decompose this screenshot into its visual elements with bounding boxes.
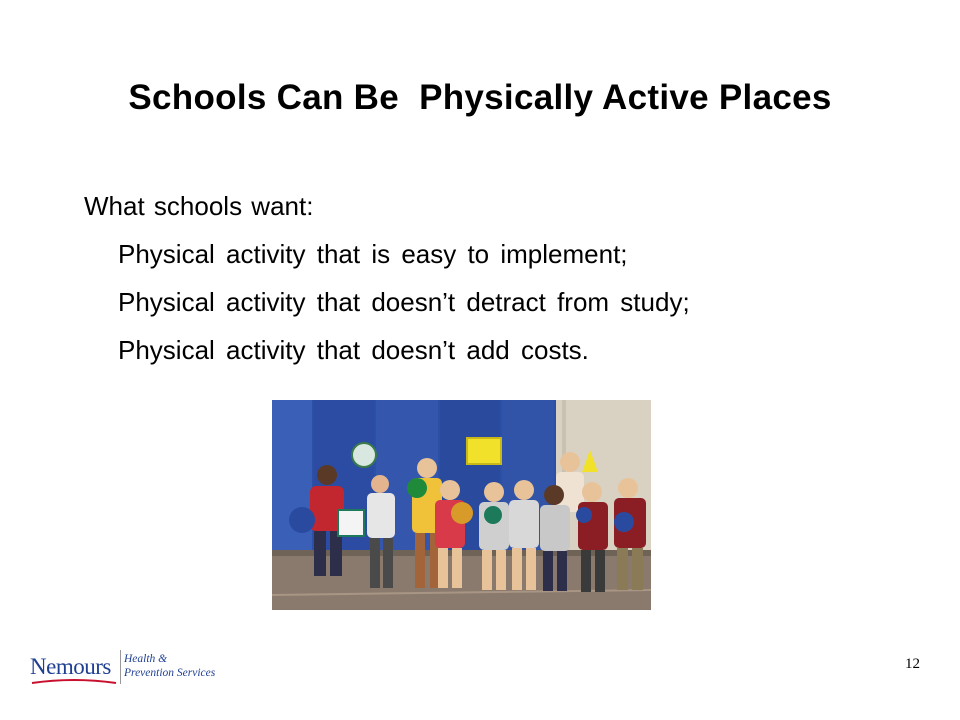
logo-line-2: Prevention Services (124, 667, 216, 679)
nemours-logo (30, 648, 230, 688)
body-lead: What schools want: (84, 191, 314, 221)
logo-line-1: Health & (124, 653, 168, 665)
logo-divider (120, 650, 121, 684)
body-bullet-2: Physical activity that doesn’t detract from study; (118, 287, 690, 317)
logo-swoosh-icon (30, 678, 118, 686)
body-bullet-1: Physical activity that is easy to implement; (118, 239, 628, 269)
children-gym-photo (272, 400, 651, 610)
slide-title: Schools Can Be Physically Active Places (128, 78, 832, 117)
body-bullet-3: Physical activity that doesn’t add costs. (118, 335, 589, 365)
photo-illustration (272, 400, 651, 610)
slide-body (84, 182, 690, 374)
logo-wordmark: Nemours (30, 654, 111, 679)
page-number: 12 (905, 656, 920, 672)
